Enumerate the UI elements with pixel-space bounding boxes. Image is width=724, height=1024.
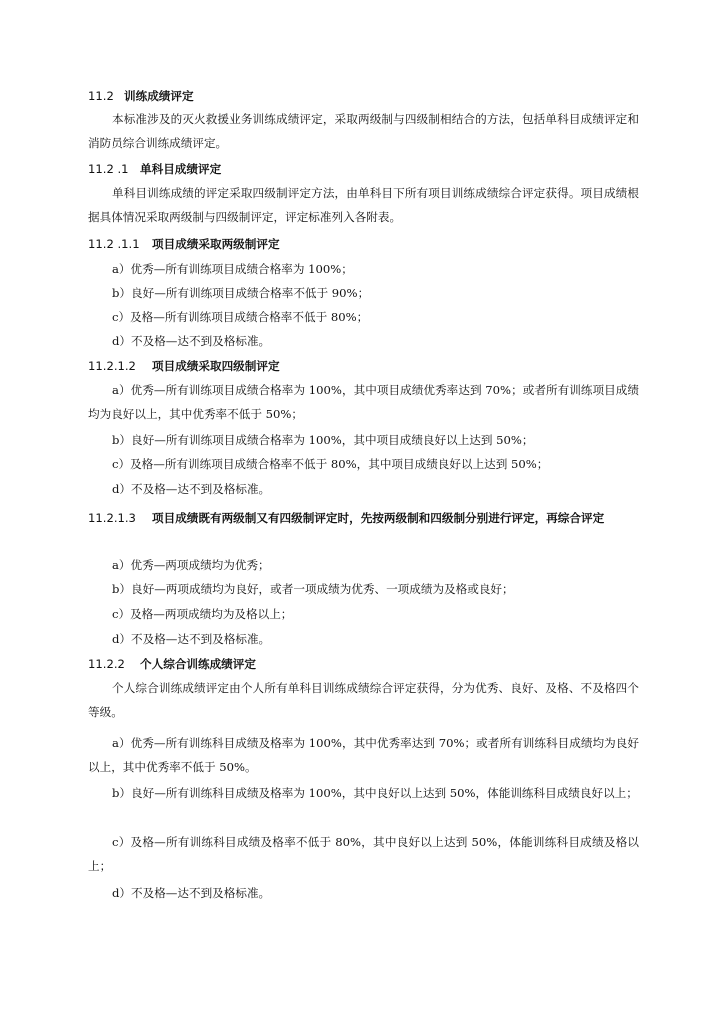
section-number: 11.2.1.2 bbox=[88, 359, 136, 373]
list-item: d）不及格—达不到及格标准。 bbox=[112, 632, 271, 646]
list-item: d）不及格—达不到及格标准。 bbox=[112, 886, 271, 900]
list-item: a）优秀—所有训练项目成绩合格率为 100%； bbox=[112, 262, 353, 276]
list-item: d）不及格—达不到及格标准。 bbox=[112, 482, 271, 496]
section-heading-11-2-1-1 bbox=[88, 236, 648, 252]
section-number: 11.2.2 bbox=[88, 657, 125, 671]
paragraph-11-2: 本标准涉及的灭火救援业务训练成绩评定，采取两级制与四级制相结合的方法，包括单科目成绩评定和消防员综合训练成绩评定。 bbox=[88, 112, 639, 150]
list-item: b）良好—所有训练项目成绩合格率不低于 90%； bbox=[112, 286, 370, 300]
list-item: a）优秀—所有训练项目成绩合格率为 100%，其中项目成绩优秀率达到 70%；或者所有训练项目成绩均为良好以上，其中优秀率不低于 50%； bbox=[88, 383, 639, 421]
section-number: 11.2 .1.1 bbox=[88, 237, 140, 251]
section-heading-11-2 bbox=[88, 88, 648, 104]
section-title: 训练成绩评定 bbox=[124, 89, 194, 103]
section-heading-11-2-1-3 bbox=[88, 506, 639, 530]
list-item: d）不及格—达不到及格标准。 bbox=[112, 334, 271, 348]
list-item: c）及格—所有训练项目成绩合格率不低于 80%，其中项目成绩良好以上达到 50%； bbox=[112, 457, 549, 471]
list-item: a）优秀—两项成绩均为优秀； bbox=[112, 558, 270, 572]
paragraph-11-2-2: 个人综合训练成绩评定由个人所有单科目训练成绩综合评定获得，分为优秀、良好、及格、不及格四个等级。 bbox=[88, 681, 639, 719]
section-title: 单科目成绩评定 bbox=[140, 162, 222, 176]
list-item: b）良好—两项成绩均为良好，或者一项成绩为优秀、一项成绩为及格或良好； bbox=[112, 582, 514, 596]
section-title: 项目成绩采取两级制评定 bbox=[152, 237, 280, 251]
section-number: 11.2.1.3 bbox=[88, 511, 136, 525]
paragraph-11-2-1: 单科目训练成绩的评定采取四级制评定方法，由单科目下所有项目训练成绩综合评定获得。项目成绩根据具体情况采取两级制与四级制评定，评定标准列入各附表。 bbox=[88, 186, 639, 224]
section-heading-11-2-2 bbox=[88, 656, 648, 672]
section-heading-11-2-1 bbox=[88, 161, 648, 177]
section-heading-11-2-1-2 bbox=[88, 358, 648, 374]
list-item: c）及格—所有训练科目成绩及格率不低于 80%，其中良好以上达到 50%，体能训练科目成绩及格以上； bbox=[88, 835, 639, 873]
list-item: c）及格—所有训练项目成绩合格率不低于 80%； bbox=[112, 310, 369, 324]
section-title: 个人综合训练成绩评定 bbox=[140, 657, 256, 671]
list-item: a）优秀—所有训练科目成绩及格率为 100%，其中优秀率达到 70%；或者所有训练科目成绩均为良好以上，其中优秀率不低于 50%。 bbox=[88, 736, 639, 774]
section-number: 11.2 bbox=[88, 89, 114, 103]
section-title: 项目成绩既有两级制又有四级制评定时，先按两级制和四级制分别进行评定，再综合评定 bbox=[152, 511, 605, 525]
section-title: 项目成绩采取四级制评定 bbox=[152, 359, 280, 373]
list-item: b）良好—所有训练科目成绩及格率为 100%，其中良好以上达到 50%，体能训练科目成绩良好以上； bbox=[112, 786, 638, 800]
list-item: b）良好—所有训练项目成绩合格率为 100%，其中项目成绩良好以上达到 50%； bbox=[112, 433, 534, 447]
list-item: c）及格—两项成绩均为及格以上； bbox=[112, 607, 293, 621]
section-number: 11.2 .1 bbox=[88, 162, 129, 176]
